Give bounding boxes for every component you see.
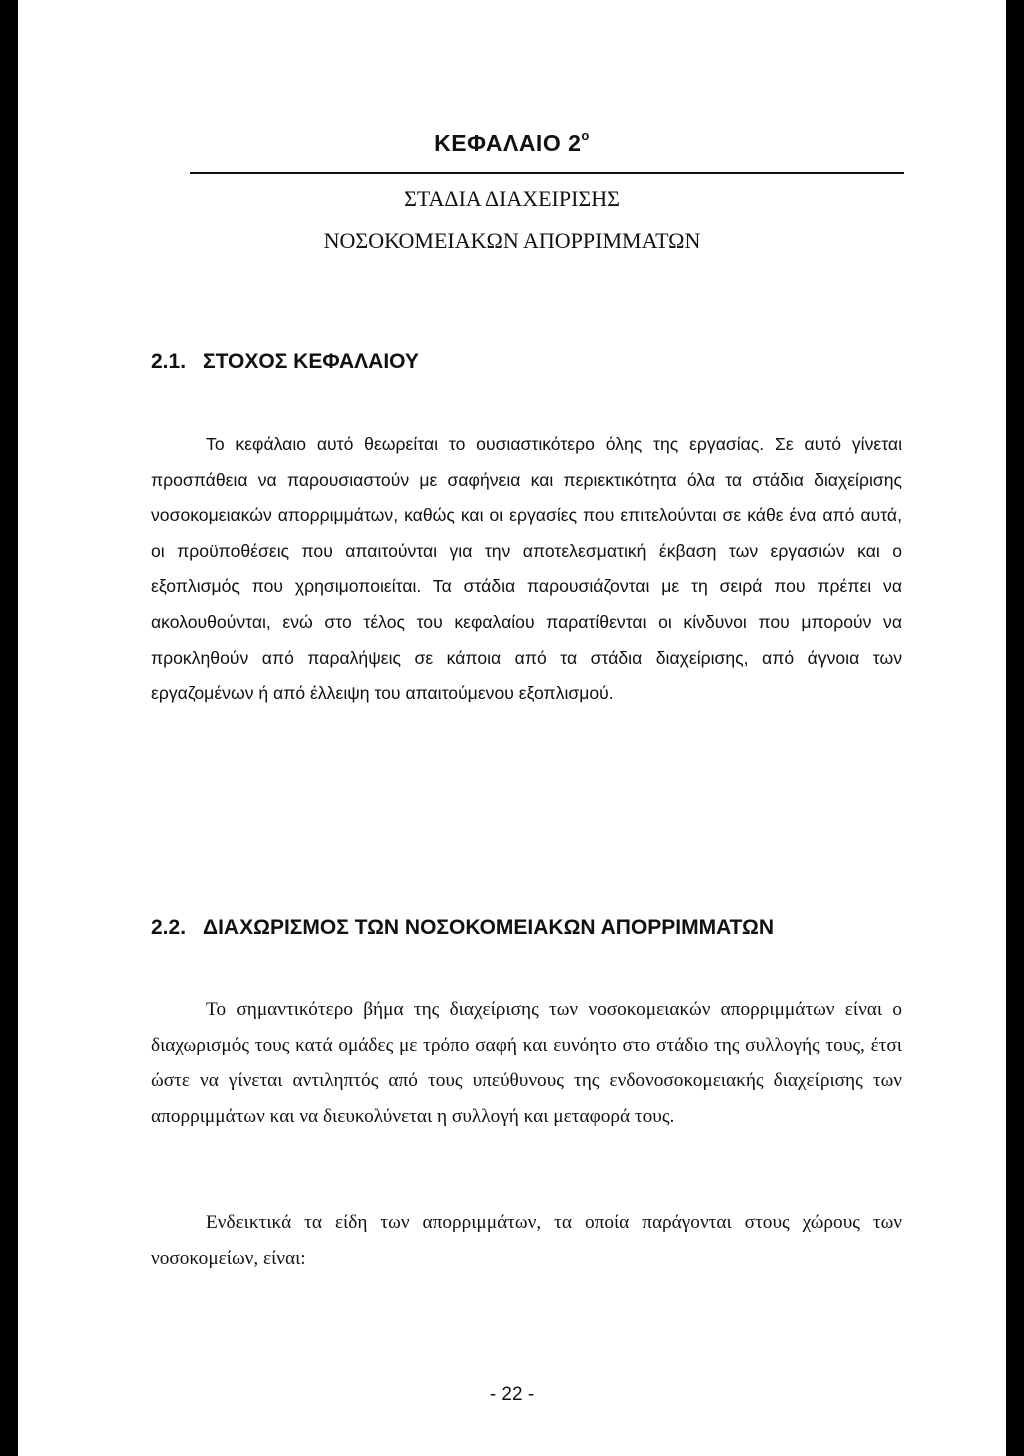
chapter-subtitle-line-2: ΝΟΣΟΚΟΜΕΙΑΚΩΝ ΑΠΟΡΡΙΜΜΑΤΩΝ (323, 228, 701, 253)
chapter-title (18, 130, 1006, 157)
section-number: 2.2. (151, 916, 187, 939)
section-heading-2-2 (151, 916, 774, 940)
chapter-title-text: ΚΕΦΑΛΑΙΟ 2 (434, 130, 582, 156)
section-heading-2-1 (151, 350, 419, 374)
chapter-title-superscript: ο (581, 128, 590, 144)
section-2-1-paragraph: Το κεφάλαιο αυτό θεωρείται το ουσιαστικότερο όλης της εργασίας. Σε αυτό γίνεται προσπάθεια να παρουσιαστούν με σαφήνεια και περιεκτικότητα όλα τα στάδια διαχείρισης νοσοκομειακών απορριμμάτων, καθώς και οι εργασίες που επιτελούνται σε κάθε ένα από αυτά, οι προϋποθέσεις που απαιτούνται για την αποτελεσματική έκβαση των εργασιών και ο εξοπλισμός που χρησιμοποιείται. Τα στάδια παρουσιάζονται με τη σειρά που πρέπει να ακολουθούνται, ενώ στο τέλος του κεφαλαίου παρατίθενται οι κίνδυνοι που μπορούν να προκληθούν από παραλήψεις σε κάποια από τα στάδια διαχείρισης, από άγνοια των εργαζομένων ή από έλλειψη του απαιτούμενου εξοπλισμού. (151, 434, 902, 704)
section-title: ΔΙΑΧΩΡΙΣΜΟΣ ΤΩΝ ΝΟΣΟΚΟΜΕΙΑΚΩΝ ΑΠΟΡΡΙΜΜΑΤΩΝ (203, 916, 774, 939)
chapter-subtitle-line-1: ΣΤΑΔΙΑ ΔΙΑΧΕΙΡΙΣΗΣ (404, 186, 620, 211)
section-2-2-paragraph-2: Ενδεικτικά τα είδη των απορριμμάτων, τα οποία παράγονται στους χώρους των νοσοκομείων, είναι: (151, 1212, 902, 1269)
section-number: 2.1. (151, 350, 187, 373)
section-2-2-paragraph-1: Το σημαντικότερο βήμα της διαχείρισης των νοσοκομειακών απορριμμάτων είναι ο διαχωρισμός τους κατά ομάδες με τρόπο σαφή και ευνόητο στο στάδιο της συλλογής τους, έτσι ώστε να γίνεται αντιληπτός από τους υπεύθυνους της ενδονοσοκομειακής διαχείρισης των απορριμμάτων και να διευκολύνεται η συλλογή και μεταφορά τους. (151, 999, 902, 1127)
title-underline (190, 172, 904, 174)
section-title: ΣΤΟΧΟΣ ΚΕΦΑΛΑΙΟΥ (203, 350, 419, 373)
document-page (18, 0, 1006, 1456)
page-number: - 22 - (489, 1384, 535, 1405)
